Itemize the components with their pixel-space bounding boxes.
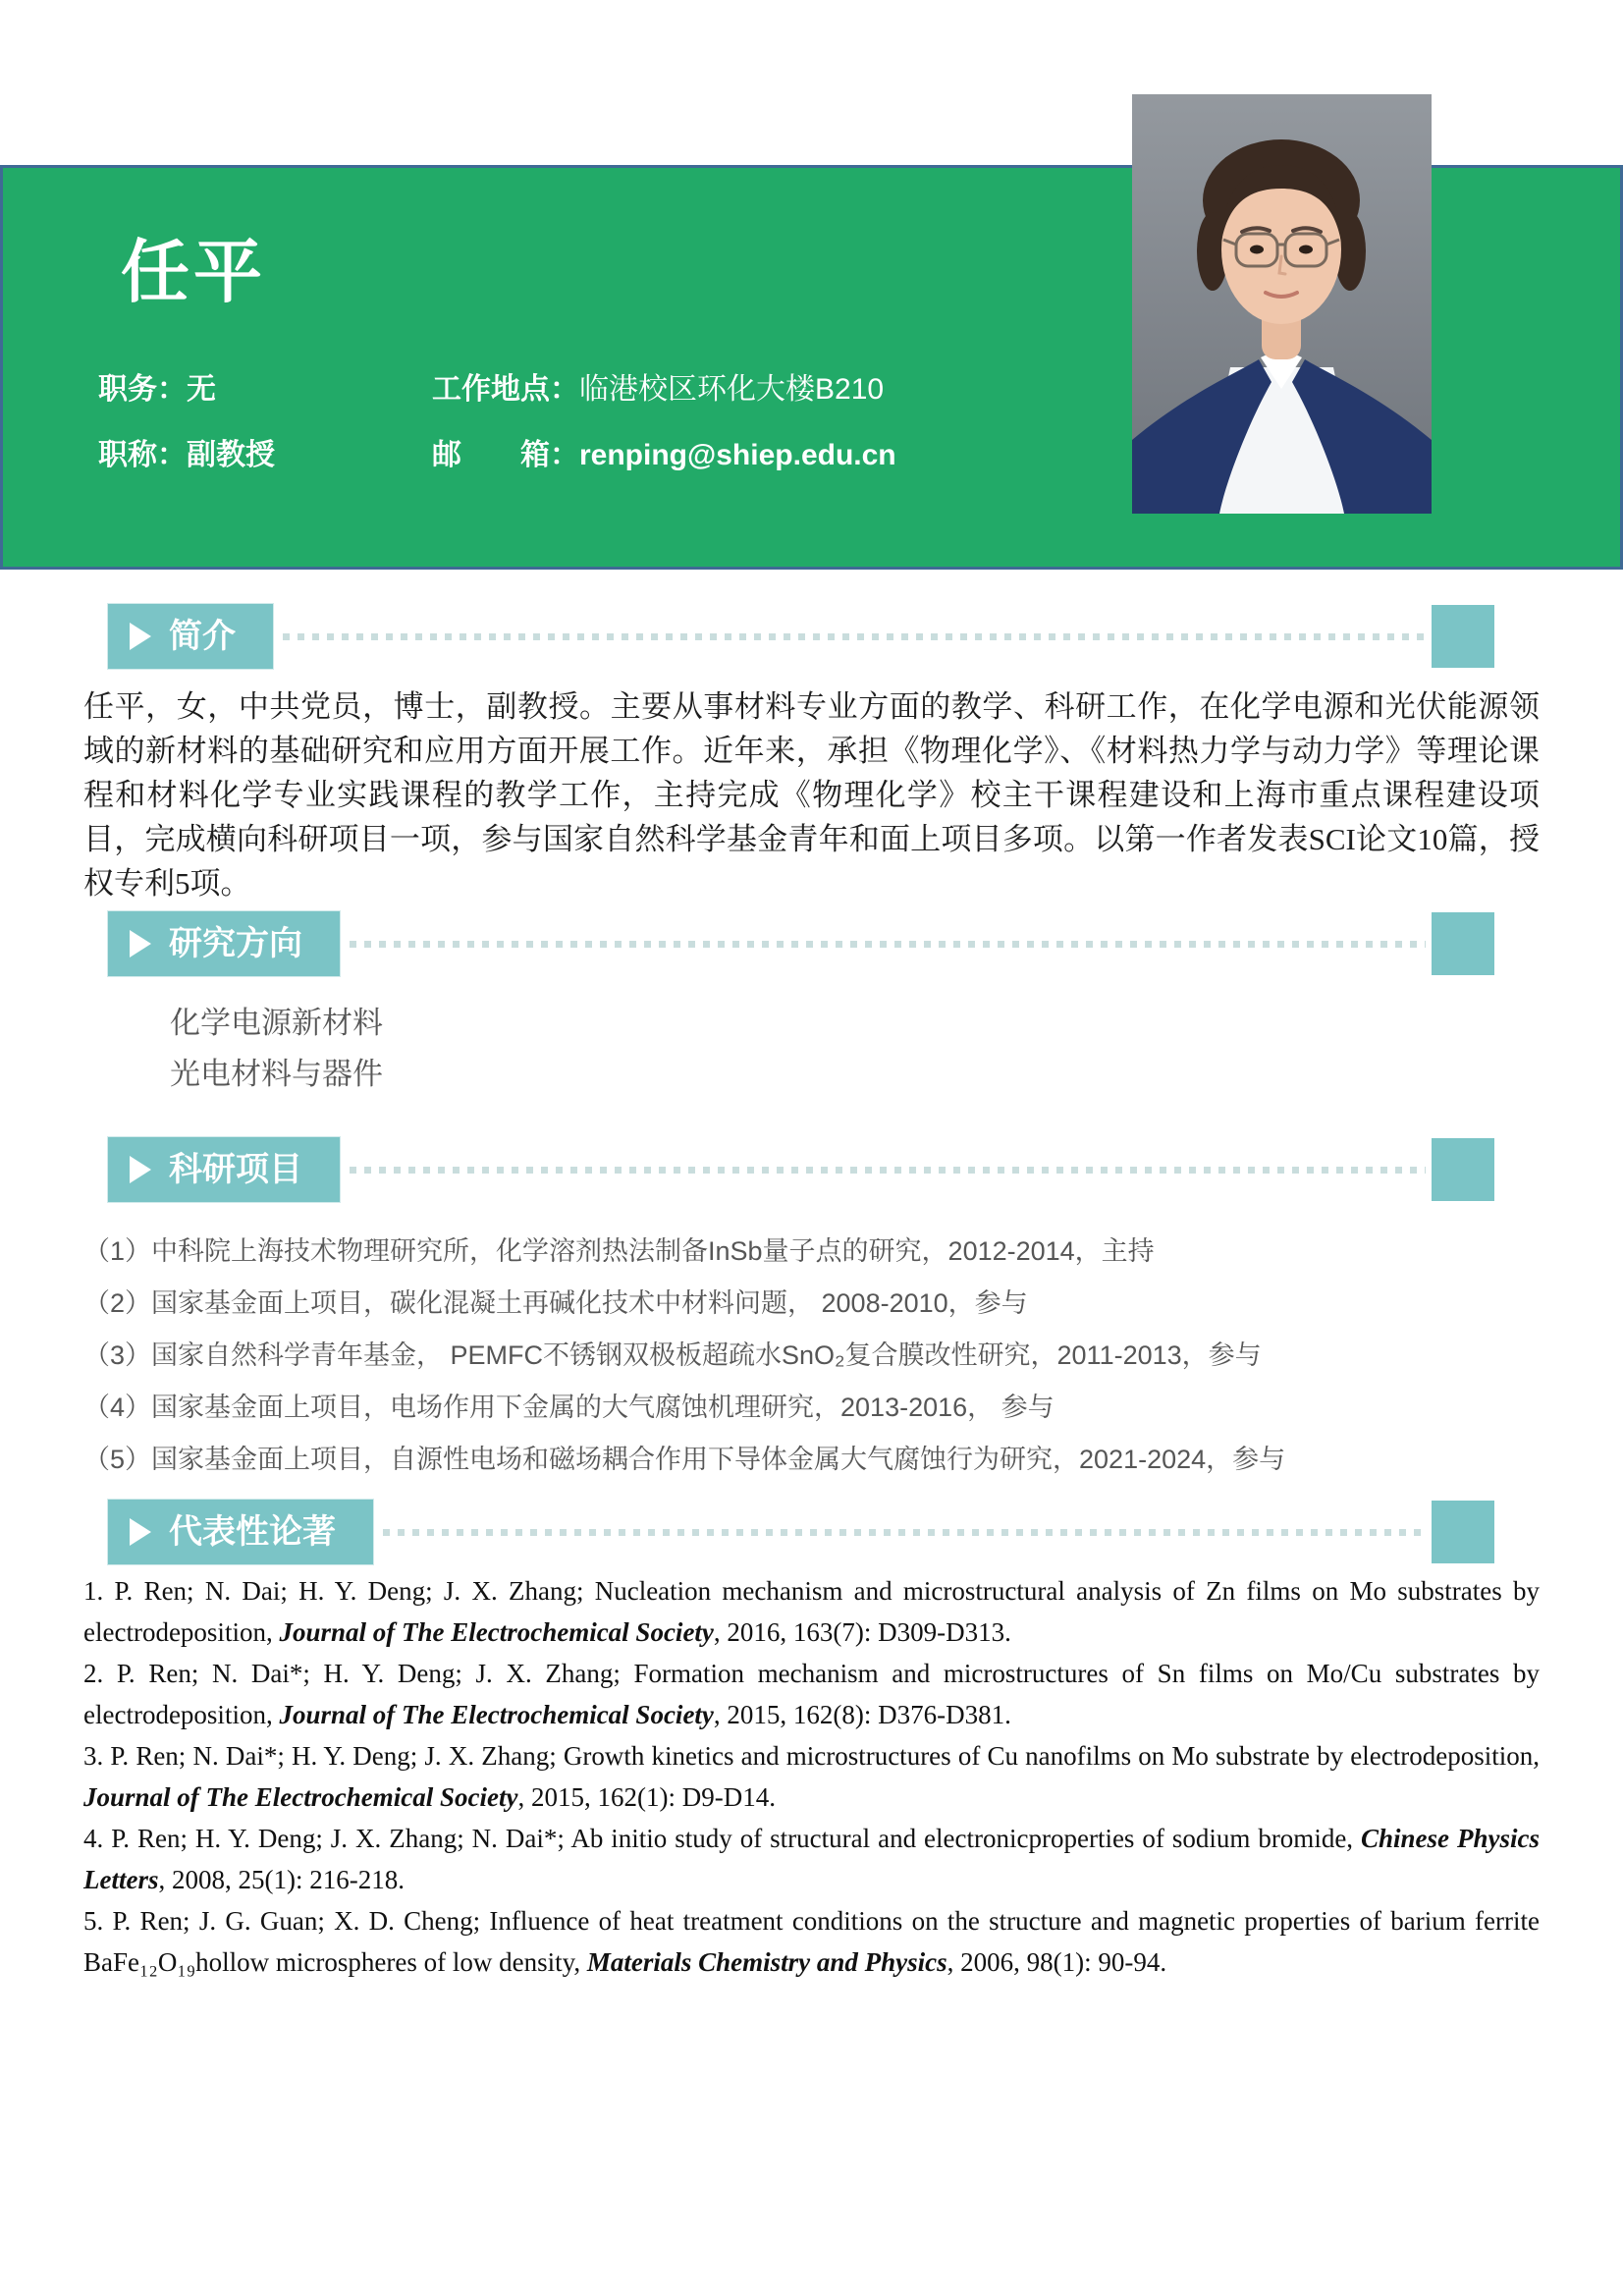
publication-volume-pages: , 2015, 162(1): D9-D14.: [517, 1782, 776, 1812]
project-item: （3）国家自然科学青年基金， PEMFC不锈钢双极板超疏水SnO₂复合膜改性研究，2011-2013，参与: [83, 1340, 1262, 1370]
location-label: 工作地点：: [432, 373, 579, 406]
research-direction-list: [170, 998, 1540, 1100]
divider-end-square: [1432, 912, 1494, 975]
section-header-publications: [108, 1500, 1494, 1564]
position-label: 职务：: [98, 373, 187, 406]
info-email: [432, 430, 896, 473]
intro-paragraph: 任平，女，中共党员，博士，副教授。主要从事材料专业方面的教学、科研工作，在化学电源和光伏能源领域的新材料的基础研究和应用方面开展工作。近年来，承担《物理化学》、《材料热力学与动力学》等理论课程和材料化学专业实践课程的教学工作，主持完成《物理化学》校主干课程建设和上海市重点课程建设项目，完成横向科研项目一项，参与国家自然科学基金青年和面上项目多项。以第一作者发表SCI论文10篇，授权专利5项。: [83, 689, 1540, 901]
info-position: [98, 364, 216, 408]
email-label: 邮 箱：: [432, 439, 579, 471]
position-value: 无: [187, 373, 216, 406]
project-list: [83, 1226, 1540, 1486]
publication-citation: 5. P. Ren; J. G. Guan; X. D. Cheng; Influence of heat treatment conditions on the structure and magnetic properties of barium ferrite BaFe₁₂O₁₉hollow microspheres of low density,: [83, 1906, 1540, 1977]
research-section-label: [108, 911, 340, 976]
publication-item: [83, 1570, 1540, 1653]
location-value: 临港校区环化大楼B210: [579, 373, 885, 406]
publication-citation: 1. P. Ren; N. Dai; H. Y. Deng; J. X. Zhang; Nucleation mechanism and microstructural analysis of Zn films on Mo substrates by electrodeposition,: [83, 1576, 1540, 1647]
publications-section-label: [108, 1500, 373, 1564]
divider-end-square: [1432, 1501, 1494, 1563]
publication-citation: 2. P. Ren; N. Dai*; H. Y. Deng; J. X. Zhang; Formation mechanism and microstructures of Sn films on Mo/Cu substrates by electrodeposition,: [83, 1659, 1540, 1729]
divider-end-square: [1432, 1138, 1494, 1201]
dotted-divider: [350, 1167, 1426, 1174]
research-section-title: 研究方向: [169, 925, 302, 962]
intro-section-title: 简介: [169, 618, 236, 655]
publication-journal: Materials Chemistry and Physics: [586, 1947, 947, 1977]
project-item: （4）国家基金面上项目，电场作用下金属的大气腐蚀机理研究，2013-2016， 参与: [83, 1393, 1055, 1422]
publication-volume-pages: , 2006, 98(1): 90-94.: [947, 1947, 1167, 1977]
publication-journal: Chinese Physics Letters: [83, 1824, 1540, 1894]
info-location: [432, 364, 884, 408]
publication-item: [83, 1818, 1540, 1900]
project-item: （1）中科院上海技术物理研究所，化学溶剂热法制备InSb量子点的研究，2012-2014，主持: [83, 1236, 1155, 1266]
dotted-divider: [283, 633, 1426, 640]
profile-content: [83, 604, 1540, 1983]
publication-volume-pages: , 2016, 163(7): D309-D313.: [713, 1617, 1011, 1647]
section-arrow-icon: [130, 623, 151, 650]
faculty-name: 任平: [121, 234, 266, 310]
publication-journal: Journal of The Electrochemical Society: [279, 1700, 714, 1729]
dotted-divider: [383, 1529, 1426, 1536]
divider-end-square: [1432, 605, 1494, 668]
project-item: （2）国家基金面上项目，碳化混凝土再碱化技术中材料问题， 2008-2010，参与: [83, 1288, 1028, 1318]
publication-item: [83, 1653, 1540, 1735]
intro-section-label: [108, 604, 273, 669]
publication-item: [83, 1900, 1540, 1983]
publication-list: [83, 1570, 1540, 1983]
publication-citation: 3. P. Ren; N. Dai*; H. Y. Deng; J. X. Zhang; Growth kinetics and microstructures of Cu nanofilms on Mo substrate by electrodeposition,: [83, 1741, 1540, 1771]
projects-section-label: [108, 1137, 340, 1202]
section-arrow-icon: [130, 1518, 151, 1546]
dotted-divider: [350, 941, 1426, 948]
profile-photo: [1132, 94, 1432, 514]
projects-section-title: 科研项目: [169, 1151, 302, 1188]
section-header-research: [108, 911, 1494, 976]
section-header-projects: [108, 1137, 1494, 1202]
title-value: 副教授: [187, 439, 275, 471]
publication-volume-pages: , 2015, 162(8): D376-D381.: [713, 1700, 1011, 1729]
info-title: [98, 430, 275, 473]
publication-item: [83, 1735, 1540, 1818]
title-label: 职称：: [98, 439, 187, 471]
project-item: （5）国家基金面上项目，自源性电场和磁场耦合作用下导体金属大气腐蚀行为研究，2021-2024，参与: [83, 1445, 1286, 1474]
research-direction-item: 光电材料与器件: [170, 1057, 383, 1091]
section-arrow-icon: [130, 1156, 151, 1183]
publication-volume-pages: , 2008, 25(1): 216-218.: [158, 1865, 405, 1894]
section-header-intro: [108, 604, 1494, 669]
section-arrow-icon: [130, 930, 151, 957]
publications-section-title: 代表性论著: [169, 1513, 336, 1551]
publication-journal: Journal of The Electrochemical Society: [83, 1782, 518, 1812]
research-direction-item: 化学电源新材料: [170, 1006, 383, 1040]
publication-citation: 4. P. Ren; H. Y. Deng; J. X. Zhang; N. Dai*; Ab initio study of structural and electronicproperties of sodium bromide,: [83, 1824, 1362, 1853]
email-value: renping@shiep.edu.cn: [579, 439, 896, 471]
publication-journal: Journal of The Electrochemical Society: [279, 1617, 714, 1647]
